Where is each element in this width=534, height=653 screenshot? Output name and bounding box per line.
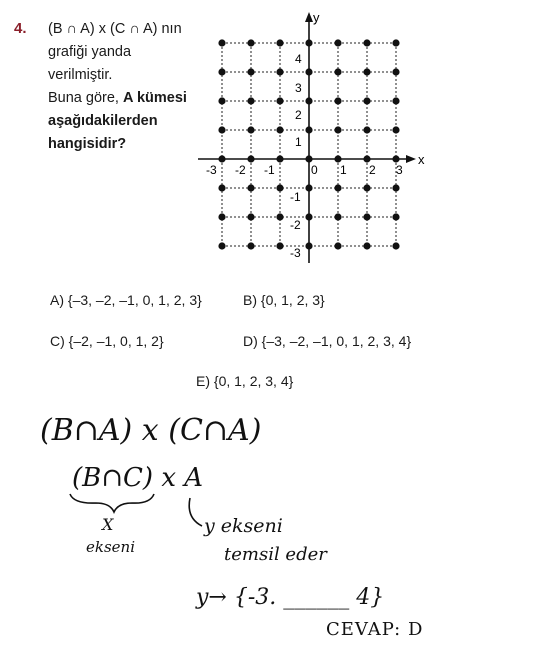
x-tick-label: -1 <box>264 163 275 177</box>
plot-point <box>247 155 254 162</box>
x-axis-label: x <box>418 152 425 167</box>
plot-point <box>334 213 341 220</box>
handwritten-line-2: (B∩C) x A <box>72 463 204 493</box>
x-tick-label: 3 <box>396 163 403 177</box>
plot-point <box>334 126 341 133</box>
plot-point <box>276 97 283 104</box>
y-tick-label: -2 <box>290 218 301 232</box>
handwritten-hook <box>189 498 202 526</box>
plot-point <box>247 39 254 46</box>
plot-point <box>218 126 225 133</box>
x-axis-arrow <box>406 155 416 163</box>
plot-point <box>247 213 254 220</box>
plot-point <box>218 39 225 46</box>
option-e[interactable]: E) {0, 1, 2, 3, 4} <box>196 373 294 389</box>
y-tick-label: 2 <box>295 108 302 122</box>
plot-point <box>363 68 370 75</box>
plot-point <box>305 68 312 75</box>
plot-point <box>276 242 283 249</box>
plot-point <box>276 39 283 46</box>
option-a[interactable]: A) {–3, –2, –1, 0, 1, 2, 3} <box>50 292 202 308</box>
plot-point <box>334 242 341 249</box>
question-bold-3: hangisidir? <box>48 136 127 152</box>
option-c[interactable]: C) {–2, –1, 0, 1, 2} <box>50 333 164 349</box>
plot-point <box>305 155 312 162</box>
plot-point <box>218 97 225 104</box>
plot-point <box>363 126 370 133</box>
handwritten-x-note-2: ekseni <box>86 538 135 556</box>
y-axis-label: y <box>313 10 320 25</box>
plot-point <box>218 68 225 75</box>
x-tick-label: -2 <box>235 163 246 177</box>
handwritten-solution <box>0 390 534 653</box>
plot-point <box>276 213 283 220</box>
plot-point <box>392 242 399 249</box>
plot-point <box>247 97 254 104</box>
y-tick-label: -3 <box>290 246 301 260</box>
question-bold-1: A kümesi <box>122 90 187 106</box>
plot-point <box>334 68 341 75</box>
y-axis-arrow <box>305 12 313 22</box>
y-tick-label: 3 <box>295 81 302 95</box>
option-b[interactable]: B) {0, 1, 2, 3} <box>243 292 325 308</box>
question-prefix: Buna göre, <box>48 90 123 106</box>
plot-point <box>305 97 312 104</box>
coordinate-graph <box>196 8 436 270</box>
plot-point <box>276 126 283 133</box>
x-tick-label: 1 <box>340 163 347 177</box>
plot-point <box>247 242 254 249</box>
plot-point <box>218 213 225 220</box>
plot-point <box>392 213 399 220</box>
plot-point <box>305 126 312 133</box>
handwritten-x-note: X <box>102 515 114 534</box>
handwritten-y-note-2: temsil eder <box>224 544 327 565</box>
plot-point <box>334 39 341 46</box>
handwritten-y-note-1: y ekseni <box>204 515 283 537</box>
plot-point <box>276 184 283 191</box>
plot-point <box>392 155 399 162</box>
x-tick-label: -3 <box>206 163 217 177</box>
plot-point <box>363 242 370 249</box>
x-tick-label: 0 <box>311 163 318 177</box>
plot-point <box>363 39 370 46</box>
axes <box>198 10 425 263</box>
plot-point <box>247 126 254 133</box>
plot-point <box>392 184 399 191</box>
plot-point <box>218 155 225 162</box>
question-line-4 <box>48 87 208 110</box>
plot-point <box>392 126 399 133</box>
handwritten-brace <box>70 494 154 512</box>
plot-point <box>218 184 225 191</box>
plot-point <box>276 155 283 162</box>
question-line-1: (B ∩ A) x (C ∩ A) nın <box>48 21 182 37</box>
handwritten-line-1: (B∩A) x (C∩A) <box>40 413 262 448</box>
plot-point <box>305 213 312 220</box>
plot-point <box>363 184 370 191</box>
plot-point <box>363 155 370 162</box>
question-number: 4. <box>14 20 27 37</box>
plot-point <box>305 184 312 191</box>
question-line-3: verilmiştir. <box>48 67 113 83</box>
plot-point <box>247 68 254 75</box>
question-text <box>48 18 208 156</box>
option-d[interactable]: D) {–3, –2, –1, 0, 1, 2, 3, 4} <box>243 333 412 349</box>
plot-point <box>305 242 312 249</box>
plot-point <box>363 97 370 104</box>
handwritten-y-set: y→ {-3. ______ 4} <box>196 585 385 610</box>
plot-point <box>392 39 399 46</box>
plot-point <box>247 184 254 191</box>
y-tick-label: 4 <box>295 52 302 66</box>
plot-point <box>392 68 399 75</box>
question-bold-2: aşağıdakilerden <box>48 113 158 129</box>
x-tick-label: 2 <box>369 163 376 177</box>
plot-point <box>334 184 341 191</box>
y-tick-label: -1 <box>290 190 301 204</box>
question-line-2: grafiği yanda <box>48 44 132 60</box>
plot-point <box>276 68 283 75</box>
plot-point <box>334 155 341 162</box>
plot-point <box>218 242 225 249</box>
y-tick-label: 1 <box>295 135 302 149</box>
tick-labels <box>206 52 403 260</box>
handwritten-answer: CEVAP: D <box>326 619 424 640</box>
plot-point <box>305 39 312 46</box>
plot-point <box>363 213 370 220</box>
plot-point <box>392 97 399 104</box>
plot-point <box>334 97 341 104</box>
